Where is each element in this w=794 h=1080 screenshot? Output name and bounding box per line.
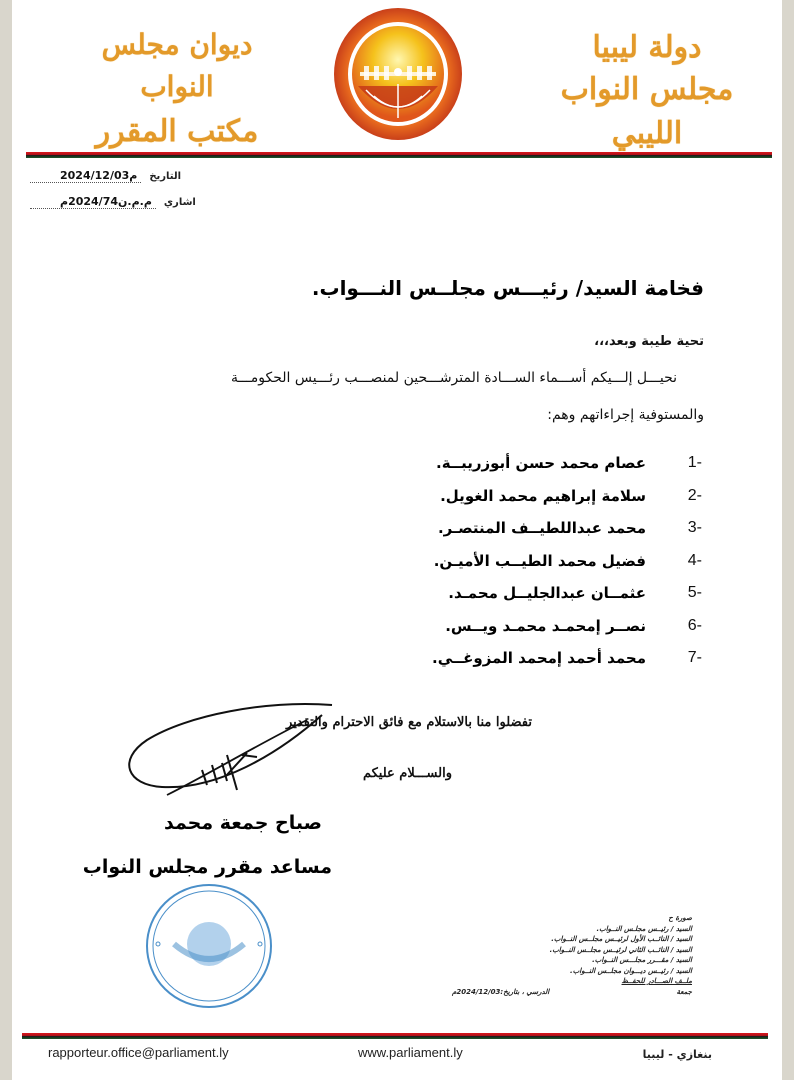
candidate-number: 6- <box>687 616 702 634</box>
cc-line: السيد / مقـــرر مجلـــس النــواب. <box>592 956 692 964</box>
cc-line: السيد / رئيــس ديـــوان مجلــس النــواب. <box>570 966 692 975</box>
date-value: 2024/12/03م <box>30 169 141 183</box>
candidate-number: 2- <box>687 486 702 504</box>
reference-value: م.م.ن2024/74م <box>30 195 156 209</box>
addressee-heading: فخامة السيد/ رئيـــس مجلــس النـــواب. <box>311 276 704 300</box>
candidate-number: 1- <box>687 454 702 472</box>
candidate-item <box>342 577 702 610</box>
letterhead-right-calligraphy <box>542 28 752 156</box>
candidate-name: عثمــان عبدالجليــل محمـد. <box>448 584 646 603</box>
candidate-number: 7- <box>687 649 702 667</box>
cc-heading: صورة ح <box>668 914 692 922</box>
body-line-2: والمستوفية إجراءاتهم وهم: <box>547 407 704 423</box>
date-row <box>30 169 210 183</box>
emblem-logo <box>332 6 464 142</box>
footer-website[interactable]: www.parliament.ly <box>358 1045 463 1060</box>
candidate-name: محمد عبداللطيــف المنتصـر. <box>437 519 646 538</box>
candidate-item <box>342 447 702 480</box>
reference-row <box>30 195 210 209</box>
right-calligraphy-line2: مجلس النواب الليبي <box>560 72 734 151</box>
signer-name: صباح جمعة محمد <box>163 812 322 834</box>
candidate-item <box>342 610 702 643</box>
candidate-number: 4- <box>687 551 702 569</box>
salutation: والســـلام عليكم <box>362 766 452 781</box>
parliament-emblem <box>332 6 464 142</box>
footer-flag-band <box>22 1033 768 1039</box>
candidate-name: عصام محمد حسن أبوزريبــة. <box>436 454 646 473</box>
handwritten-signature <box>107 695 347 805</box>
letter-page <box>12 0 782 1080</box>
candidate-list <box>342 447 702 675</box>
candidate-item <box>342 512 702 545</box>
candidate-item <box>342 480 702 513</box>
signer-title: مساعد مقرر مجلس النواب <box>82 856 332 878</box>
candidate-name: نصــر إمحمـد محمـد ويــس. <box>445 616 646 635</box>
candidate-name: فضيل محمد الطيــب الأميـن. <box>433 551 646 570</box>
official-stamp <box>144 882 274 1010</box>
left-calligraphy-line2: مكتب المقرر <box>95 114 259 149</box>
right-calligraphy-line1: دولة ليبيا <box>592 30 702 65</box>
cc-typist-date: الدرسي ، بتاريخ:2024/12/03م <box>452 987 550 996</box>
cc-line: السيد / رئيــس مجلـس النــواب. <box>596 924 692 933</box>
candidate-name: محمد أحمد إمحمد المزوغــي. <box>432 649 646 668</box>
cc-footer-row <box>452 987 692 998</box>
copies-block <box>452 913 692 997</box>
candidate-number: 3- <box>687 519 702 537</box>
candidate-item <box>342 545 702 578</box>
greeting: تحية طيبة وبعد،،، <box>594 334 704 349</box>
cc-line: السيد / النائــب الثاني لرئيــس مجلــس النــواب. <box>549 945 692 954</box>
left-calligraphy-line1: ديوان مجلس النواب <box>101 28 253 103</box>
cc-file-line: ملــف الصـــادر للحفــظ <box>621 977 692 985</box>
cc-line: السيد / النائــب الأول لرئيــس مجلــس النــواب. <box>551 935 692 943</box>
date-label: التاريخ <box>149 171 182 182</box>
body-line-1: نحيـــل إلـــيكم أســـماء الســـادة المترشـــحين لمنصـــب رئـــيس الحكومـــة <box>230 370 677 386</box>
reference-label: اشاري <box>163 197 196 208</box>
closing-line: تفضلوا منا بالاستلام مع فائق الاحترام والتقدير <box>285 715 532 730</box>
candidate-number: 5- <box>687 584 702 602</box>
header-flag-band <box>26 152 772 158</box>
footer-email[interactable]: rapporteur.office@parliament.ly <box>48 1045 229 1060</box>
letterhead-left-calligraphy <box>82 24 272 156</box>
candidate-item <box>342 642 702 675</box>
cc-prepared-by: جمعة <box>676 987 692 996</box>
candidate-name: سلامة إبراهيم محمد الغويل. <box>440 486 646 505</box>
footer-location: بنغازي - ليبيا <box>642 1048 712 1061</box>
